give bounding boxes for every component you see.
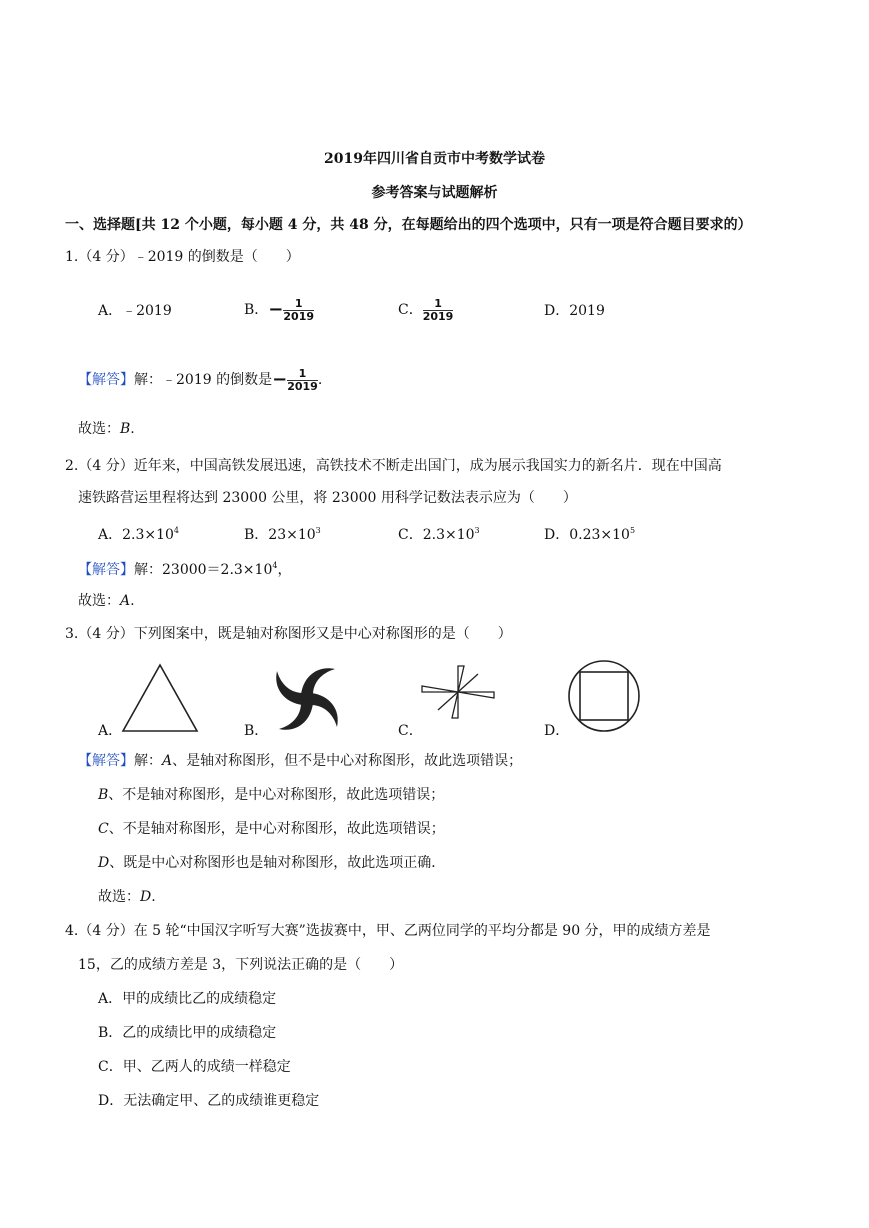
answer-letter: A <box>162 753 173 769</box>
minus-sign: − <box>272 369 288 390</box>
q3-option-c: C． <box>398 723 423 739</box>
fraction <box>287 368 318 393</box>
answer-exponent: 4 <box>272 561 278 570</box>
q3-option-d: D． <box>544 723 570 739</box>
answer-text: 、既是中心对称图形也是轴对称图形，故此选项正确． <box>109 855 446 871</box>
choose-end: . <box>151 889 156 905</box>
q4-stem-line1: 4.（4 分）在 5 轮“中国汉字听写大赛”选拔赛中，甲、乙两位同学的平均分都是 90 分，甲的成绩方差是 <box>65 923 711 939</box>
q4-option-a: A．甲的成绩比乙的成绩稳定 <box>98 991 277 1007</box>
choose-end: . <box>130 593 135 609</box>
fraction-numerator: 1 <box>283 298 314 311</box>
q3-option-a: A． <box>98 723 123 739</box>
q3-answer-c <box>98 820 445 838</box>
q2-option-c <box>398 522 480 544</box>
answer-text: 、不是轴对称图形，是中心对称图形，故此选项错误； <box>108 821 445 837</box>
pinwheel-figure <box>266 658 348 740</box>
q2-stem-line2: 速铁路营运里程将达到 23000 公里，将 23000 用科学记数法表示应为（ ） <box>78 490 577 506</box>
q3-option-b: B． <box>244 723 269 739</box>
choose-letter: B <box>120 421 131 437</box>
q2-answer <box>78 557 291 579</box>
q1-option-b-prefix: B． <box>244 302 269 318</box>
q2-option-a <box>98 522 179 544</box>
choose-letter: D <box>140 889 152 905</box>
document-title: 2019年四川省自贡市中考数学试卷 <box>324 151 545 167</box>
option-base: B．23×10 <box>244 527 316 543</box>
q1-option-c-prefix: C． <box>398 302 423 318</box>
q1-option-d: D．2019 <box>544 303 605 319</box>
answer-text: 、不是轴对称图形，是中心对称图形，故此选项错误； <box>108 787 445 803</box>
option-base: C．2.3×10 <box>398 527 475 543</box>
answer-lead: 解： <box>134 753 162 769</box>
fraction <box>423 298 454 323</box>
q4-stem-line2: 15，乙的成绩方差是 3，下列说法正确的是（ ） <box>78 957 404 973</box>
q4-option-d: D．无法确定甲、乙的成绩谁更稳定 <box>98 1093 320 1109</box>
q1-option-c <box>398 296 453 324</box>
option-base: A．2.3×10 <box>98 527 174 543</box>
option-exponent: 5 <box>629 526 636 535</box>
fraction-denominator: 2019 <box>283 309 315 323</box>
q1-option-b <box>244 296 314 324</box>
option-exponent: 3 <box>315 526 321 535</box>
q4-option-c: C．甲、乙两人的成绩一样稳定 <box>98 1059 291 1075</box>
choose-end: . <box>130 421 135 437</box>
q3-choose <box>98 888 156 906</box>
answer-end: . <box>317 372 323 388</box>
q2-option-b <box>244 522 321 544</box>
option-base: D．0.23×10 <box>544 527 630 543</box>
triangle-figure <box>120 662 200 734</box>
answer-label: 【解答】 <box>78 562 134 578</box>
fraction-denominator: 2019 <box>422 309 454 323</box>
fraction-numerator: 1 <box>287 368 318 381</box>
q1-choose <box>78 420 135 438</box>
answer-label: 【解答】 <box>78 753 134 769</box>
q3-answer-d <box>98 854 445 872</box>
q2-option-d <box>544 522 635 544</box>
q3-stem: 3.（4 分）下列图案中，既是轴对称图形又是中心对称图形的是（ ） <box>65 626 512 642</box>
fraction-denominator: 2019 <box>287 379 318 393</box>
q3-answer-a <box>78 752 522 770</box>
q2-stem-line1: 2.（4 分）近年来，中国高铁发展迅速，高铁技术不断走出国门，成为展示我国实力的新名片．现在中国高 <box>65 458 722 474</box>
circle-square-figure <box>566 658 642 734</box>
q3-answer-b <box>98 786 444 804</box>
q1-answer <box>78 366 322 394</box>
option-exponent: 3 <box>474 526 480 535</box>
answer-text: 解：23000＝2.3×10 <box>134 562 273 578</box>
minus-sign: − <box>268 299 284 320</box>
choose-letter: A <box>120 593 131 609</box>
answer-letter: C <box>98 821 109 837</box>
option-exponent: 4 <box>173 526 180 535</box>
answer-end: ， <box>277 562 292 578</box>
answer-text: 、是轴对称图形，但不是中心对称图形，故此选项错误； <box>172 753 523 769</box>
choose-prefix: 故选： <box>78 593 120 609</box>
document-subtitle: 参考答案与试题解析 <box>371 185 498 201</box>
pinwheel-lines-figure <box>420 664 496 720</box>
section-heading: 一、选择题[共 12 个小题，每小题 4 分，共 48 分，在每题给出的四个选项中，只有一项是符合题目要求的） <box>65 217 752 233</box>
q4-option-b: B．乙的成绩比甲的成绩稳定 <box>98 1025 277 1041</box>
choose-prefix: 故选： <box>98 889 140 905</box>
fraction <box>283 298 314 323</box>
answer-letter: B <box>98 787 109 803</box>
fraction-numerator: 1 <box>423 298 454 311</box>
q1-stem: 1.（4 分）﹣2019 的倒数是（ ） <box>65 249 300 265</box>
q2-choose <box>78 592 135 610</box>
answer-text: 解：﹣2019 的倒数是 <box>134 372 273 388</box>
answer-letter: D <box>98 855 110 871</box>
answer-label: 【解答】 <box>78 372 134 388</box>
choose-prefix: 故选： <box>78 421 120 437</box>
q1-option-a: A．﹣2019 <box>98 303 172 319</box>
